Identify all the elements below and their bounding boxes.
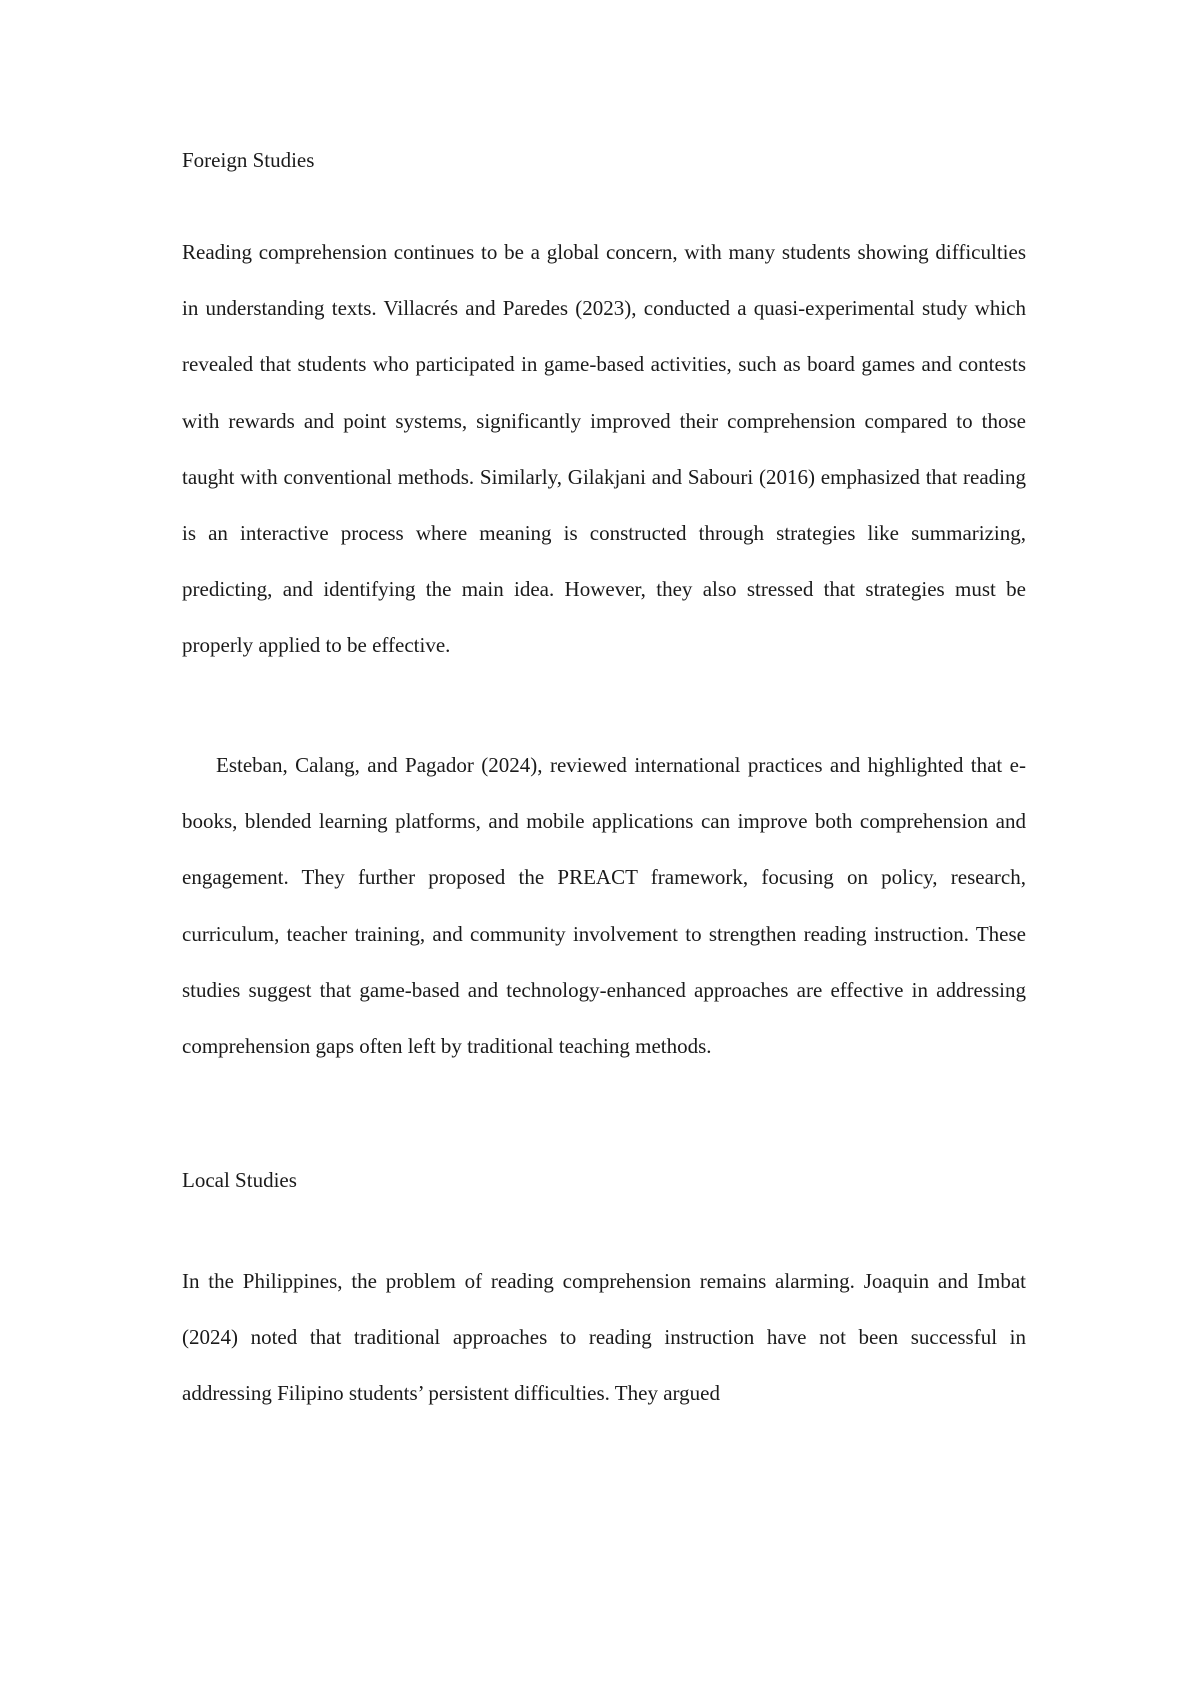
section-heading-local-studies: Local Studies — [182, 1168, 297, 1192]
section-heading-foreign-studies: Foreign Studies — [182, 148, 315, 172]
paragraph-foreign-1: Reading comprehension continues to be a global concern, with many students showing difficulties in understanding texts. Villacrés and Paredes (2023), conducted a quasi-experimental study which revealed that students who participated in game-based activities, such as board games and contests with rewards and point systems, significantly improved their comprehension compared to those taught with conventional methods. Similarly, Gilakjani and Sabouri (2016) emphasized that reading is an interactive process where meaning is constructed through strategies like summarizing, predicting, and identifying the main idea. However, they also stressed that strategies must be properly applied to be effective. — [182, 240, 1026, 658]
paragraph-foreign-2: Esteban, Calang, and Pagador (2024), reviewed international practices and highlighted that e-books, blended learning platforms, and mobile applications can improve both comprehension and engagement. They further proposed the PREACT framework, focusing on policy, research, curriculum, teacher training, and community involvement to strengthen reading instruction. These studies suggest that game-based and technology-enhanced approaches are effective in addressing comprehension gaps often left by traditional teaching methods. — [182, 753, 1026, 1059]
paragraph-local-1: In the Philippines, the problem of reading comprehension remains alarming. Joaquin and Imbat (2024) noted that traditional approaches to reading instruction have not been successful in addressing Filipino students’ persistent difficulties. They argued — [182, 1269, 1026, 1406]
